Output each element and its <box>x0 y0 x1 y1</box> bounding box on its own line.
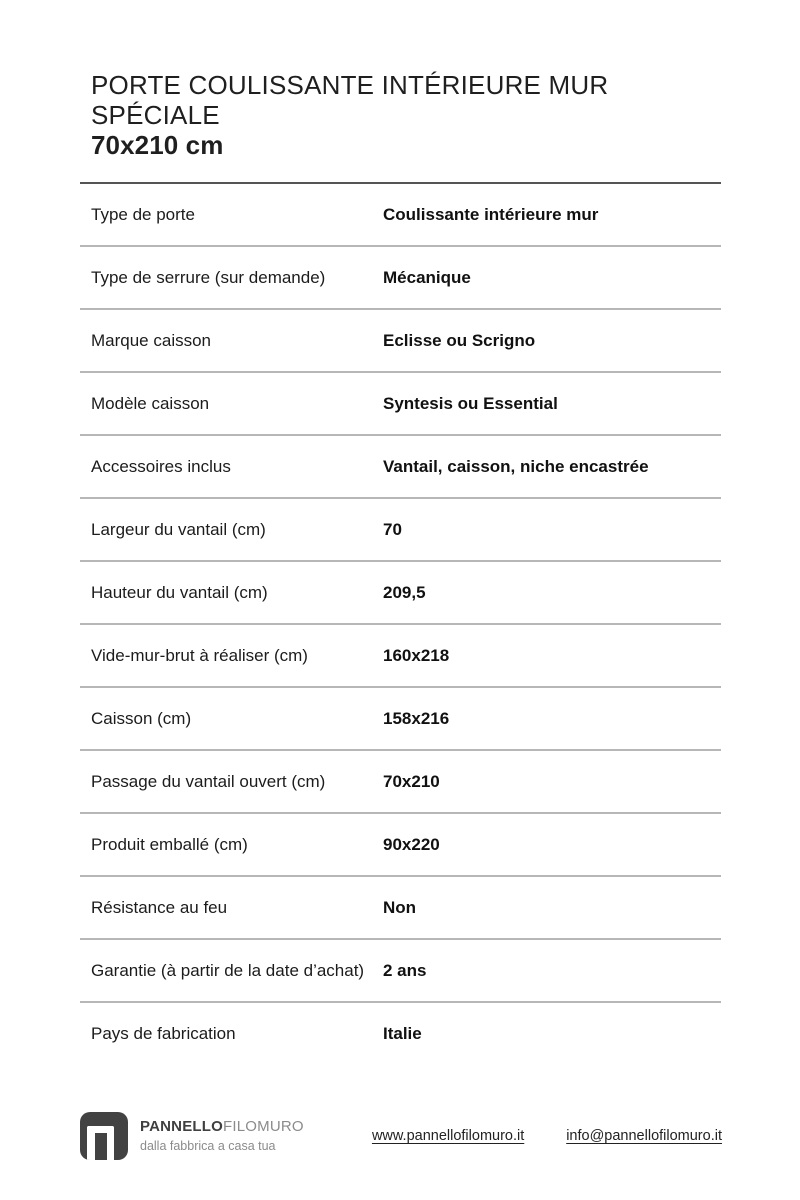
spec-label: Marque caisson <box>91 331 212 350</box>
spec-value: Mécanique <box>383 268 471 287</box>
spec-label: Modèle caisson <box>91 394 210 413</box>
door-frame-icon <box>80 1112 128 1160</box>
spec-sheet-page <box>80 0 721 1064</box>
spec-row <box>80 625 721 688</box>
spec-value: Eclisse ou Scrigno <box>383 331 536 350</box>
spec-value: Vantail, caisson, niche encastrée <box>383 457 649 476</box>
page-title-line-1: PORTE COULISSANTE INTÉRIEURE MUR SPÉCIALE <box>91 70 609 130</box>
spec-label: Type de serrure (sur demande) <box>91 268 326 287</box>
spec-row <box>80 310 721 373</box>
spec-value: Syntesis ou Essential <box>383 394 558 413</box>
spec-value: Italie <box>383 1024 422 1043</box>
spec-row <box>80 562 721 625</box>
spec-row <box>80 814 721 877</box>
spec-row <box>80 436 721 499</box>
spec-label: Hauteur du vantail (cm) <box>91 583 268 602</box>
brand-name-bold: PANNELLO <box>140 1118 223 1136</box>
email-link[interactable]: info@pannellofilomuro.it <box>566 1128 722 1144</box>
spec-table <box>80 182 721 1064</box>
spec-label: Garantie (à partir de la date d’achat) <box>91 961 365 980</box>
spec-row <box>80 751 721 814</box>
spec-label: Type de porte <box>91 205 195 224</box>
spec-value: 158x216 <box>383 709 450 728</box>
footer <box>80 1112 722 1160</box>
brand-name-light: FILOMURO <box>223 1118 304 1136</box>
spec-row <box>80 247 721 310</box>
spec-row <box>80 688 721 751</box>
page-title-line-2: 70x210 cm <box>91 130 224 160</box>
spec-label: Accessoires inclus <box>91 457 231 476</box>
spec-value: 70 <box>383 520 402 539</box>
spec-value: 209,5 <box>383 583 426 602</box>
spec-label: Pays de fabrication <box>91 1024 236 1043</box>
spec-label: Largeur du vantail (cm) <box>91 520 266 539</box>
spec-value: Non <box>383 898 417 917</box>
website-link[interactable]: www.pannellofilomuro.it <box>371 1128 525 1144</box>
brand-name <box>140 1118 304 1135</box>
spec-value: 70x210 <box>383 772 440 791</box>
spec-label: Caisson (cm) <box>91 709 192 728</box>
spec-label: Vide-mur-brut à réaliser (cm) <box>91 646 308 665</box>
spec-value: 160x218 <box>383 646 450 665</box>
page-title <box>80 70 721 160</box>
spec-value: 2 ans <box>383 961 427 980</box>
spec-row <box>80 1003 721 1064</box>
spec-row <box>80 499 721 562</box>
spec-value: Coulissante intérieure mur <box>383 205 599 224</box>
spec-label: Passage du vantail ouvert (cm) <box>91 772 326 791</box>
spec-label: Résistance au feu <box>91 898 228 917</box>
spec-row <box>80 877 721 940</box>
spec-row <box>80 184 721 247</box>
spec-row <box>80 373 721 436</box>
spec-row <box>80 940 721 1003</box>
brand-tagline: dalla fabbrica a casa tua <box>140 1139 276 1154</box>
brand-text-block <box>140 1117 304 1155</box>
brand-logo <box>80 1112 330 1160</box>
spec-value: 90x220 <box>383 835 440 854</box>
spec-label: Produit emballé (cm) <box>91 835 248 854</box>
